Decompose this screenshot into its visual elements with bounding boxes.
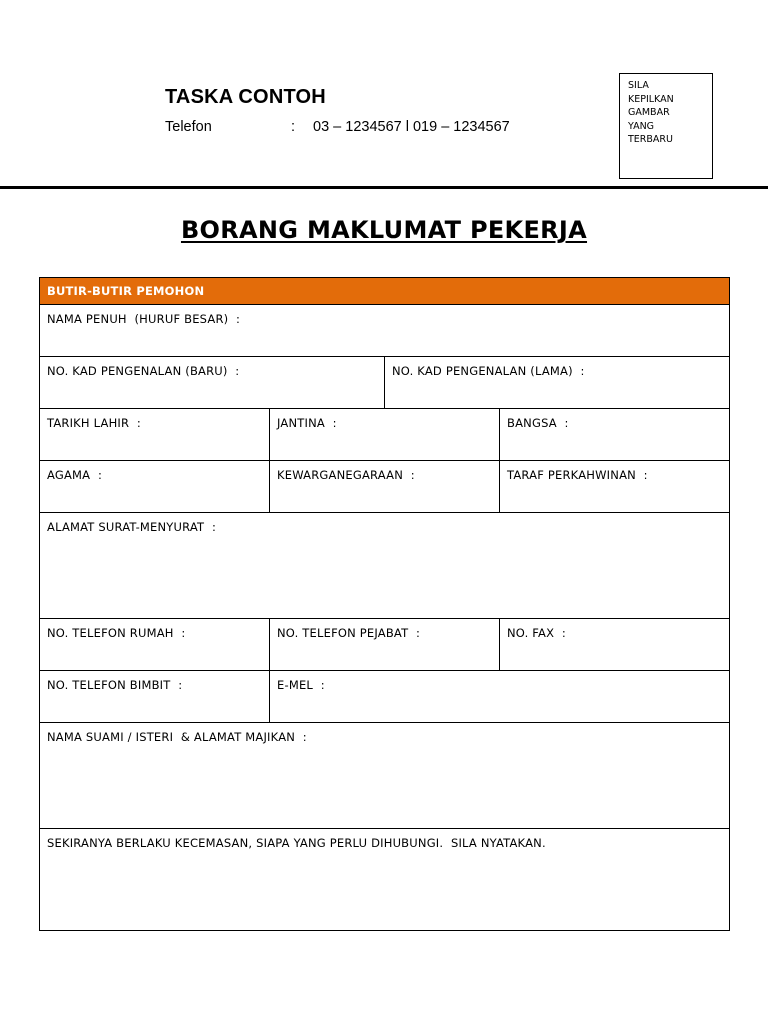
field-label: KEWARGANEGARAAN : bbox=[277, 468, 415, 482]
organization-name: TASKA CONTOH bbox=[165, 86, 326, 108]
applicant-details-form bbox=[39, 277, 730, 931]
field-nama-penuh[interactable] bbox=[40, 305, 730, 357]
field-kecemasan[interactable] bbox=[40, 829, 730, 931]
field-label: NO. KAD PENGENALAN (BARU) : bbox=[47, 364, 240, 378]
field-tarikh-lahir[interactable] bbox=[40, 409, 270, 461]
photo-instruction-line: KEPILKAN bbox=[628, 93, 674, 105]
field-agama[interactable] bbox=[40, 461, 270, 513]
field-label: E-MEL : bbox=[277, 678, 325, 692]
field-bangsa[interactable] bbox=[500, 409, 730, 461]
field-label: NO. KAD PENGENALAN (LAMA) : bbox=[392, 364, 585, 378]
field-label: TARIKH LAHIR : bbox=[47, 416, 141, 430]
field-label: BANGSA : bbox=[507, 416, 569, 430]
field-label: AGAMA : bbox=[47, 468, 103, 482]
form-title: BORANG MAKLUMAT PEKERJA bbox=[180, 216, 588, 244]
field-fax[interactable] bbox=[500, 619, 730, 671]
field-tel-bimbit[interactable] bbox=[40, 671, 270, 723]
field-jantina[interactable] bbox=[270, 409, 500, 461]
section-title: BUTIR-BUTIR PEMOHON bbox=[47, 284, 205, 298]
phone-numbers: 03 – 1234567 l 019 – 1234567 bbox=[313, 119, 510, 135]
photo-placeholder-box[interactable] bbox=[619, 73, 713, 179]
photo-instruction-line: YANG bbox=[628, 120, 655, 132]
field-label: JANTINA : bbox=[277, 416, 337, 430]
photo-instruction-line: SILA bbox=[628, 80, 649, 91]
field-emel[interactable] bbox=[270, 671, 730, 723]
photo-instruction-line: GAMBAR bbox=[628, 107, 670, 118]
field-label: NO. TELEFON PEJABAT : bbox=[277, 626, 421, 640]
field-label: ALAMAT SURAT-MENYURAT : bbox=[47, 520, 217, 534]
field-taraf-perkahwinan[interactable] bbox=[500, 461, 730, 513]
field-suami-isteri[interactable] bbox=[40, 723, 730, 829]
field-tel-pejabat[interactable] bbox=[270, 619, 500, 671]
section-header-applicant bbox=[40, 278, 730, 305]
field-tel-rumah[interactable] bbox=[40, 619, 270, 671]
field-label: NAMA SUAMI / ISTERI & ALAMAT MAJIKAN : bbox=[47, 730, 307, 744]
field-kp-baru[interactable] bbox=[40, 357, 385, 409]
field-label: NO. TELEFON RUMAH : bbox=[47, 626, 186, 640]
header-divider bbox=[0, 186, 768, 189]
field-label: SEKIRANYA BERLAKU KECEMASAN, SIAPA YANG PERLU DIHUBUNGI. SILA NYATAKAN. bbox=[47, 836, 546, 850]
field-label: NAMA PENUH (HURUF BESAR) : bbox=[47, 312, 241, 326]
field-kp-lama[interactable] bbox=[385, 357, 730, 409]
field-label: NO. TELEFON BIMBIT : bbox=[47, 678, 183, 692]
field-kewarganegaraan[interactable] bbox=[270, 461, 500, 513]
field-label: TARAF PERKAHWINAN : bbox=[507, 468, 648, 482]
phone-colon: : bbox=[291, 119, 296, 135]
field-alamat[interactable] bbox=[40, 513, 730, 619]
photo-instruction-line: TERBARU bbox=[628, 134, 673, 145]
field-label: NO. FAX : bbox=[507, 626, 566, 640]
phone-label: Telefon bbox=[165, 119, 212, 135]
